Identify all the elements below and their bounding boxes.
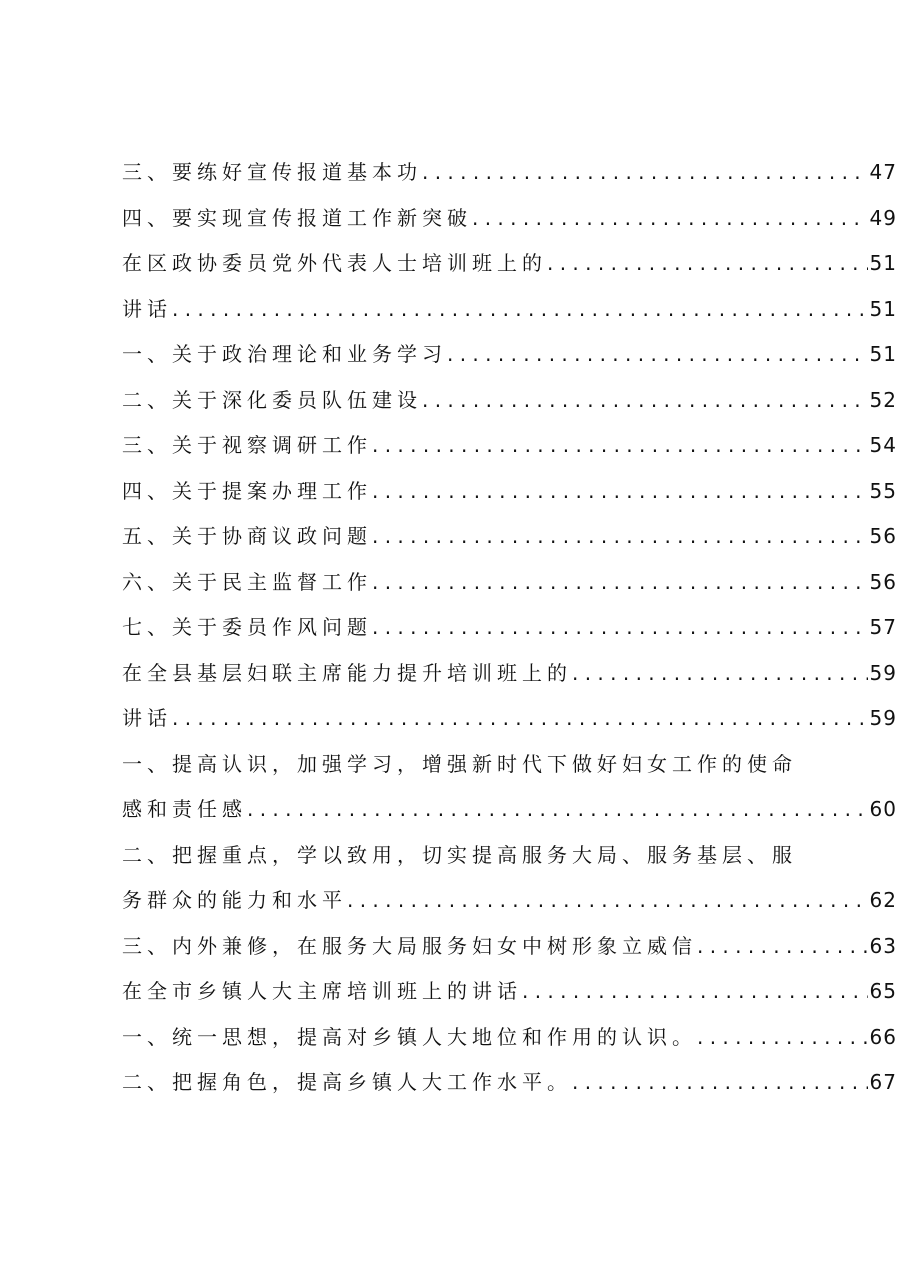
toc-entry-title-line1: 一、提高认识，加强学习，增强新时代下做好妇女工作的使命 [122,751,797,776]
toc-entry[interactable] [122,969,897,1015]
toc-page-number: 49 [869,205,897,230]
toc-leader-dots [697,924,868,970]
toc-page-number: 59 [869,706,897,730]
toc-page-number: 59 [869,660,897,685]
toc-page-number: 52 [869,387,897,412]
toc-leader-dots [372,605,868,651]
toc-page-number: 63 [869,933,897,958]
toc-entry-title: 七、关于委员作风问题 [122,615,372,639]
toc-entry[interactable] [122,196,897,242]
toc-page-number: 54 [869,433,897,457]
toc-entry-title: 一、关于政治理论和业务学习 [122,342,447,366]
toc-entry[interactable] [122,560,897,606]
toc-entry-title: 四、要实现宣传报道工作新突破 [122,205,472,230]
toc-entry-title: 三、关于视察调研工作 [122,433,372,457]
toc-entry[interactable] [122,514,897,560]
toc-page-number: 51 [869,342,897,366]
toc-entry[interactable] [122,332,897,378]
toc-entry[interactable] [122,1060,897,1106]
toc-entry-title: 在全市乡镇人大主席培训班上的讲话 [122,979,522,1003]
toc-leader-dots [422,150,868,196]
table-of-contents [122,150,897,1106]
toc-entry-title: 感和责任感 [122,797,247,821]
toc-entry[interactable] [122,241,897,287]
toc-leader-dots [547,241,868,287]
toc-entry-title: 三、要练好宣传报道基本功 [122,160,422,184]
toc-leader-dots [697,1015,868,1061]
toc-page-number: 56 [869,524,897,548]
toc-leader-dots [172,287,868,333]
toc-entry-title: 务群众的能力和水平 [122,888,347,912]
toc-page-number: 51 [869,251,897,275]
toc-entry[interactable] [122,150,897,196]
toc-entry[interactable] [122,423,897,469]
toc-entry-title: 三、内外兼修，在服务大局服务妇女中树形象立威信 [122,933,697,958]
toc-leader-dots [372,514,868,560]
toc-page-number: 51 [869,296,897,321]
toc-entry-title: 讲话 [122,706,172,730]
toc-entry[interactable] [122,1015,897,1061]
toc-entry[interactable] [122,469,897,515]
toc-page-number: 57 [869,615,897,639]
toc-leader-dots [572,651,868,697]
toc-entry-title: 讲话 [122,296,172,321]
toc-leader-dots [347,878,868,924]
toc-page-number: 56 [869,569,897,594]
toc-leader-dots [472,196,868,242]
toc-leader-dots [247,787,868,833]
toc-leader-dots [372,560,868,606]
toc-page-number: 60 [869,797,897,821]
toc-entry-title: 二、把握角色，提高乡镇人大工作水平。 [122,1070,572,1094]
toc-page-number: 66 [869,1024,897,1049]
toc-page-number: 62 [869,888,897,912]
toc-entry-title-line1: 二、把握重点，学以致用，切实提高服务大局、服务基层、服 [122,842,797,867]
toc-page-number: 65 [869,979,897,1003]
toc-leader-dots [172,696,868,742]
toc-leader-dots [372,423,868,469]
toc-page-number: 47 [869,160,897,184]
toc-page-number: 67 [869,1070,897,1094]
toc-leader-dots [572,1060,868,1106]
toc-entry[interactable] [122,742,897,833]
toc-entry-title: 五、关于协商议政问题 [122,524,372,548]
toc-entry[interactable] [122,287,897,333]
toc-entry[interactable] [122,605,897,651]
toc-entry-title: 二、关于深化委员队伍建设 [122,387,422,412]
toc-entry[interactable] [122,651,897,697]
toc-entry-title: 一、统一思想，提高对乡镇人大地位和作用的认识。 [122,1024,697,1049]
toc-leader-dots [422,378,868,424]
toc-entry[interactable] [122,833,897,924]
toc-entry[interactable] [122,696,897,742]
toc-entry[interactable] [122,378,897,424]
toc-entry-title: 四、关于提案办理工作 [122,478,372,503]
toc-entry-title: 在区政协委员党外代表人士培训班上的 [122,251,547,275]
toc-entry-title: 在全县基层妇联主席能力提升培训班上的 [122,660,572,685]
toc-leader-dots [447,332,868,378]
toc-leader-dots [522,969,868,1015]
toc-entry[interactable] [122,924,897,970]
toc-page-number: 55 [869,478,897,503]
toc-leader-dots [372,469,868,515]
toc-entry-title: 六、关于民主监督工作 [122,569,372,594]
